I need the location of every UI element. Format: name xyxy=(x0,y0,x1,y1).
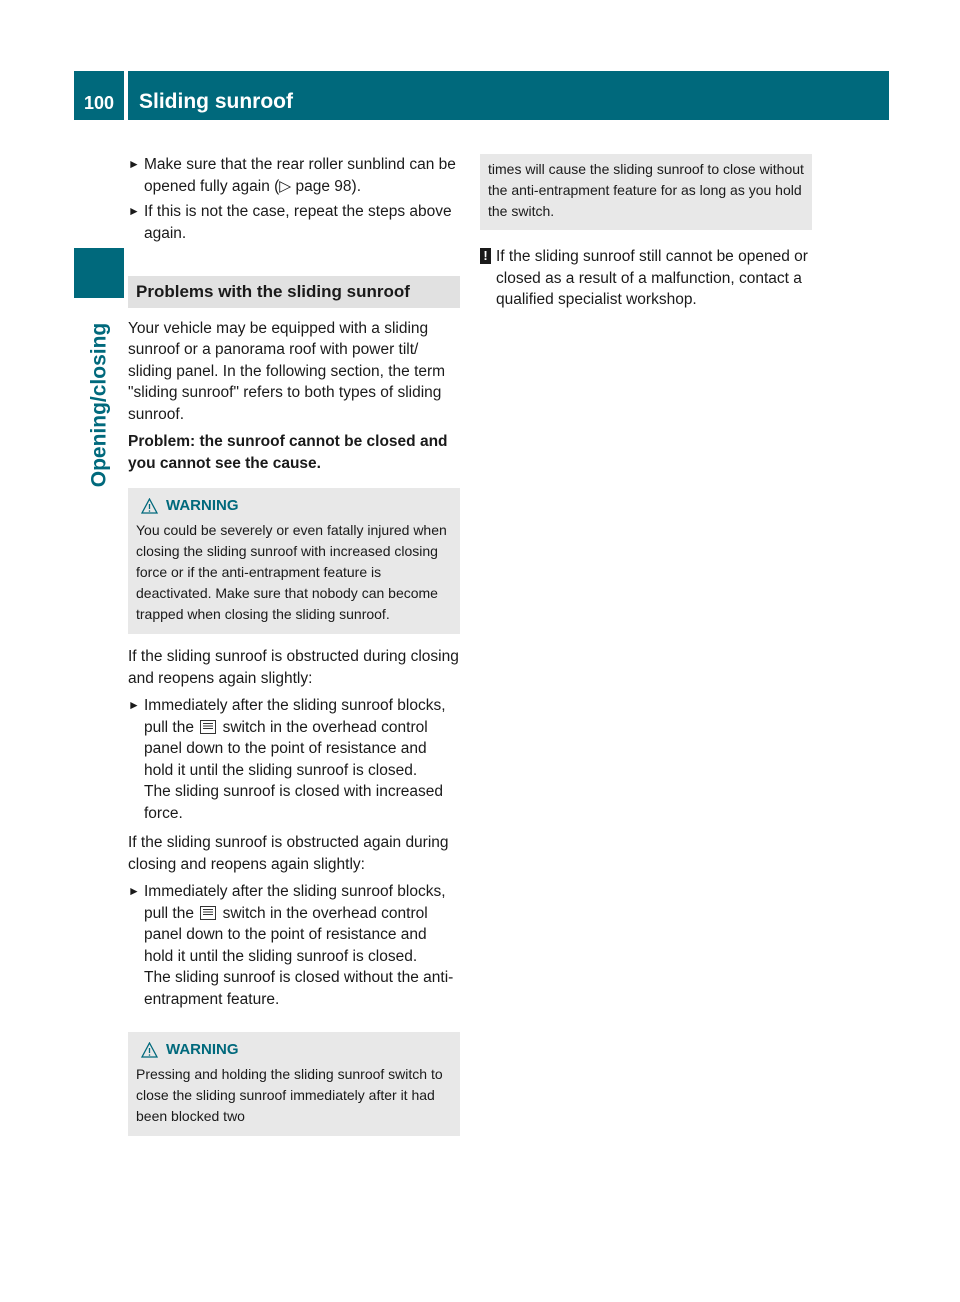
step-arrow-icon: ► xyxy=(128,204,140,218)
section-heading: Problems with the sliding sunroof xyxy=(128,276,460,308)
warning-header xyxy=(136,1039,452,1060)
instruction-step xyxy=(128,695,460,824)
step-text: Make sure that the rear roller sunblind can be opened fully again (▷ page 98). xyxy=(144,156,456,195)
warning-box-continued: times will cause the sliding sunroof to close without the anti-entrapment feature for as long as you hold the switch. xyxy=(480,154,812,230)
sunroof-switch-icon xyxy=(200,906,216,920)
step-arrow-icon: ► xyxy=(128,157,140,171)
step-text: If this is not the case, repeat the steps above again. xyxy=(144,203,452,242)
chapter-marker xyxy=(74,248,124,298)
instruction-step xyxy=(128,881,460,1010)
step-arrow-icon: ► xyxy=(128,698,140,712)
chapter-tab xyxy=(74,302,124,507)
step-result: The sliding sunroof is closed with increased force. xyxy=(144,783,443,822)
condition-paragraph: If the sliding sunroof is obstructed again during closing and reopens again slightly: xyxy=(128,834,449,873)
sunroof-switch-icon xyxy=(200,720,216,734)
step-text: switch in the overhead control panel down to the point of resistance and hold it until the sliding sunroof is closed. xyxy=(144,904,428,965)
warning-text: You could be severely or even fatally injured when closing the sliding sunroof with increased closing force or if the anti-entrapment feature is deactivated. Make sure that nobody can become trapped when closing the sliding sunroof. xyxy=(136,522,447,622)
step-text: Immediately after the sliding sunroof blocks, pull the xyxy=(144,883,446,922)
step-text: switch in the overhead control panel down to the point of resistance and hold it until the sliding sunroof is closed. xyxy=(144,718,428,779)
exclamation-icon: ! xyxy=(480,248,491,264)
instruction-step xyxy=(128,154,460,197)
intro-paragraph: Your vehicle may be equipped with a sliding sunroof or a panorama roof with power tilt/ sliding panel. In the following section, the term "sliding sunroof" refers to both types of sliding sunroof. xyxy=(128,319,446,423)
page-number: 100 xyxy=(74,71,124,120)
warning-box xyxy=(128,1032,460,1136)
page-header-title: Sliding sunroof xyxy=(128,71,889,120)
step-arrow-icon: ► xyxy=(128,884,140,898)
instruction-step xyxy=(128,201,460,244)
warning-triangle-icon xyxy=(141,498,158,514)
note-text: If the sliding sunroof still cannot be opened or closed as a result of a malfunction, contact a qualified specialist workshop. xyxy=(496,248,808,308)
step-result: The sliding sunroof is closed without the anti-entrapment feature. xyxy=(144,969,454,1008)
warning-text: Pressing and holding the sliding sunroof switch to close the sliding sunroof immediately after it had been blocked two xyxy=(136,1066,443,1124)
warning-label: WARNING xyxy=(166,1041,239,1058)
right-column xyxy=(480,154,812,311)
warning-header xyxy=(136,495,452,516)
left-column xyxy=(128,154,460,1148)
condition-paragraph: If the sliding sunroof is obstructed during closing and reopens again slightly: xyxy=(128,648,459,687)
chapter-label: Opening/closing xyxy=(87,322,111,487)
warning-triangle-icon xyxy=(141,1042,158,1058)
warning-box xyxy=(128,488,460,634)
problem-heading: Problem: the sunroof cannot be closed and you cannot see the cause. xyxy=(128,433,448,472)
step-text: Immediately after the sliding sunroof blocks, pull the xyxy=(144,697,446,736)
note xyxy=(480,246,812,311)
warning-label: WARNING xyxy=(166,497,239,514)
